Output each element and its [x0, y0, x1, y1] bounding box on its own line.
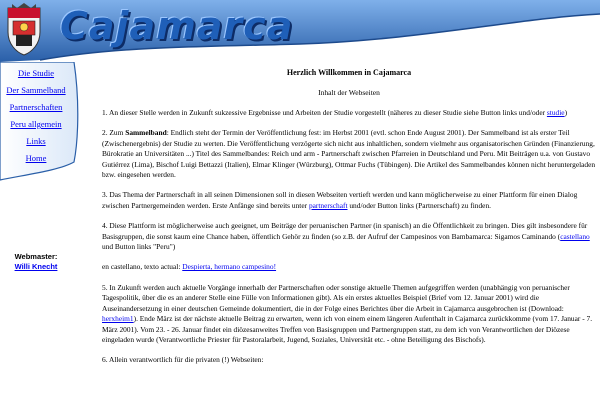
- link-partnerschaft[interactable]: partnerschaft: [308, 200, 348, 210]
- paragraph-2-prefix: 2. Zum: [102, 128, 126, 138]
- paragraph-5: [102, 283, 596, 345]
- sidebar: [0, 62, 82, 400]
- webmaster-block: [0, 252, 72, 272]
- link-despierta[interactable]: Despierta, hermano campesino!: [182, 262, 277, 272]
- paragraph-4-text: 4. Diese Plattform ist möglicherweise auch geeignet, um Beiträge der peruanischen Partner (in spanisch) an die Öffentlichkeit zu bringen. Dies gilt insbesondere für Basisgruppen, die sonst kaum eine Chance haben, öffentlich Gehör zu finden (so z.B. der Aufruf der Campesinos von Bambamarca: Sigamos Caminando (: [102, 221, 588, 241]
- paragraph-4-tail: und Button links "Peru"): [102, 242, 176, 252]
- webmaster-email-link[interactable]: Willi Knecht: [14, 262, 58, 271]
- sidebar-nav: [0, 65, 72, 167]
- paragraph-1-tail: ): [564, 108, 568, 117]
- link-studie[interactable]: studie: [546, 108, 565, 117]
- sidebar-item-der-sammelband[interactable]: Der Sammelband: [6, 85, 66, 95]
- paragraph-2-text: : Endlich steht der Termin der Veröffentlichung fest: im Herbst 2001 (evtl. schon Ende August 2001). Der Sammelband ist als erster Teil (Zwischenergebnis) der Studie zu werten. Die Veröffentlichung verzögerte sich nicht aus inhaltlichen, sondern vielmehr aus organisatorischen Gründen (Finanzierung, Bürokratie an Universitäten ...) Titel des Sammelbandes: Reich und arm - Partnerschaft zwischen Pfarreien in Deutschland und Peru. Mit Beiträgen u.a. von Gustavo Gutiérrez (Lima), Bischof Luigi Bettazzi (Italien), Elmar Klinger (Würzburg), Ottmar Fuchs (Tübingen). Die Artikel des Sammelbandes können nicht heruntergeladen bzw. eingesehen werden.: [102, 128, 596, 180]
- sidebar-item-partnerschaften[interactable]: Partnerschaften: [9, 102, 63, 112]
- castellano-line: [102, 262, 596, 272]
- link-castellano[interactable]: castellano: [560, 231, 590, 241]
- site-logo-wordmark[interactable]: Cajamarca: [60, 4, 294, 48]
- webmaster-label: Webmaster:: [14, 252, 58, 261]
- paragraph-4: [102, 221, 596, 252]
- paragraph-2: [102, 128, 596, 180]
- sidebar-item-die-studie[interactable]: Die Studie: [17, 68, 55, 78]
- paragraph-5-tail: ). Ende März ist der nächste aktuelle Beitrag zu erwarten, wenn ich von einem einem längeren Aufenthalt in Cajamarca zurückkomme (vom 17. Januar - 7. März 2001). Vom 23. - 26. Januar findet ein diözesanweites Treffen von Basisgruppen und Partnergruppen statt, zu dem ich von Verantwortlichen der Diözese eingeladen wurde (Verantwortliche Priester für Pastoralarbeit, Jugend, Soziales, Universität etc. - ohne Beteiligung des Bischofs).: [102, 314, 593, 344]
- page-title: Herzlich Willkommen in Cajamarca: [286, 68, 412, 77]
- paragraph-3: [102, 190, 596, 211]
- paragraph-3-tail: und/oder Button links (Partnerschaft) zu finden.: [347, 200, 491, 210]
- main-content: [102, 62, 596, 400]
- paragraph-2-bold: Sammelband: [125, 128, 167, 138]
- paragraph-1-text: 1. An dieser Stelle werden in Zukunft sukzessive Ergebnisse und Arbeiten der Studie vorgestellt (näheres zu dieser Studie siehe Button links und/oder: [102, 108, 547, 117]
- paragraph-1: [102, 108, 596, 118]
- cajamarca-crest-logo: [5, 2, 43, 56]
- sidebar-item-peru-allgemein[interactable]: Peru allgemein: [10, 119, 62, 129]
- paragraph-3-text: 3. Das Thema der Partnerschaft in all seinen Dimensionen soll in diesen Webseiten vertieft werden und kann möglicherweise zu einer Plattform für einen Dialog zwischen Partnergemeinden werden. Erste Anfänge sind bereits unter: [102, 190, 578, 210]
- castellano-line-text: en castellano, texto actual:: [102, 262, 183, 272]
- paragraph-5-text: 5. In Zukunft werden auch aktuelle Vorgänge innerhalb der Partnerschaften oder sonstige aktuelle Themen aufgegriffen werden (unabhängig von peruanischer Tagespolitik, über die es an anderer Stelle eine Fülle von Informationen gibt). Als ein erstes aktuelles Beispiel (Brief vom 12. Januar 2001) wird die Auseinandersetzung in einer deutschen Gemeinde dokumentiert, die in der Folge eines Berichtes über die Arbeit in Cajamarca ausgebrochen ist (Download:: [102, 282, 570, 313]
- paragraph-6: 6. Allein verantwortlich für die privaten (!) Webseiten:: [102, 355, 264, 365]
- page-subtitle: Inhalt der Webseiten: [318, 88, 380, 97]
- header-banner: [0, 0, 600, 62]
- sidebar-item-home[interactable]: Home: [25, 153, 47, 163]
- link-herxheim1[interactable]: herxheim1: [102, 314, 134, 324]
- sidebar-item-links[interactable]: Links: [26, 136, 46, 146]
